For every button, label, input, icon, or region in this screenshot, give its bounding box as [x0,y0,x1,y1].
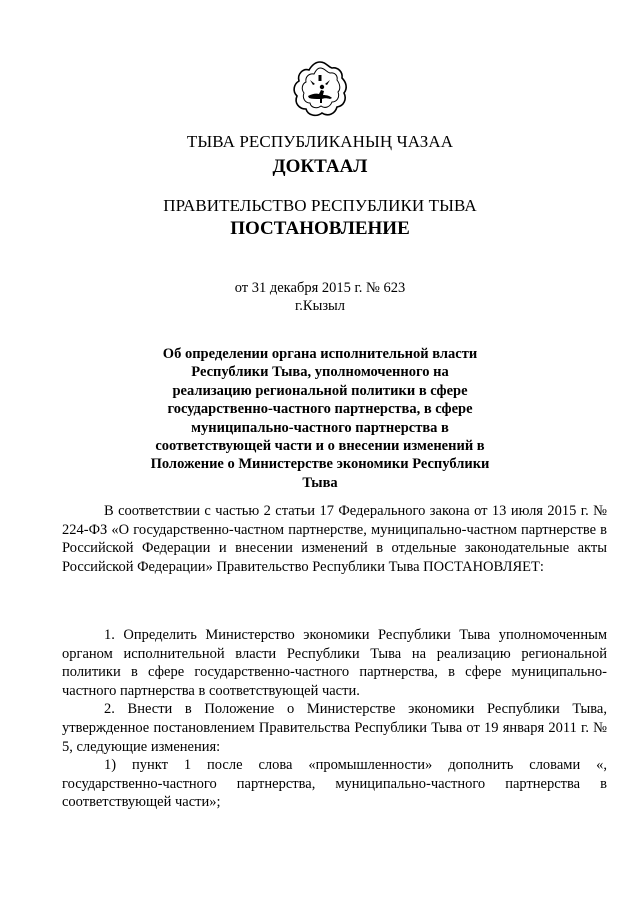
header-tuvan-government: ТЫВА РЕСПУБЛИКАНЫҢ ЧАЗАА [186,132,454,151]
clauses-block [62,626,607,812]
clause-2-subitem-1: 1) пункт 1 после слова «промышленности» дополнить словами «, государственно-частного партнерства, муниципально-частного партнерства в соответствующей части»; [62,757,607,811]
header-tuvan-decree: ДОКТААЛ [272,156,368,177]
clause-1: 1. Определить Министерство экономики Республики Тыва уполномоченным органом исполнительной власти Республики Тыва на реализацию региональной политики в сфере государственно-частного партнерства, в сфере муниципально-частного партнерства в соответствующей части. [62,627,607,699]
header-decree-title: ПОСТАНОВЛЕНИЕ [230,218,410,239]
preamble-text: В соответствии с частью 2 статьи 17 Федерального закона от 13 июля 2015 г. № 224-ФЗ «О государственно-частном партнерстве, муниципально-частном партнерстве в Российской Федерации и внесении изменений в отдельные законодательные акты Российской Федерации» Правительство Республики Тыва ПОСТАНОВЛЯЕТ: [62,503,607,575]
document-city: г.Кызыл [294,298,346,314]
preamble-paragraph [62,502,607,576]
clause-2: 2. Внести в Положение о Министерстве экономики Республики Тыва, утвержденное постановлением Правительства Республики Тыва от 19 января 2011 г. № 5, следующие изменения: [62,701,607,755]
document-date-number: от 31 декабря 2015 г. № 623 [234,280,406,296]
coat-of-arms-emblem [288,58,352,122]
document-title: Об определении органа исполнительной власти Республики Тыва, уполномоченного на реализацию региональной политики в сфере государственно-частного партнерства, в сфере муниципально-частного партнерства в соответствующей части и о внесении изменений в Положение о Министерстве экономики Республики Тыва [150,346,490,491]
header-government: ПРАВИТЕЛЬСТВО РЕСПУБЛИКИ ТЫВА [163,196,477,215]
